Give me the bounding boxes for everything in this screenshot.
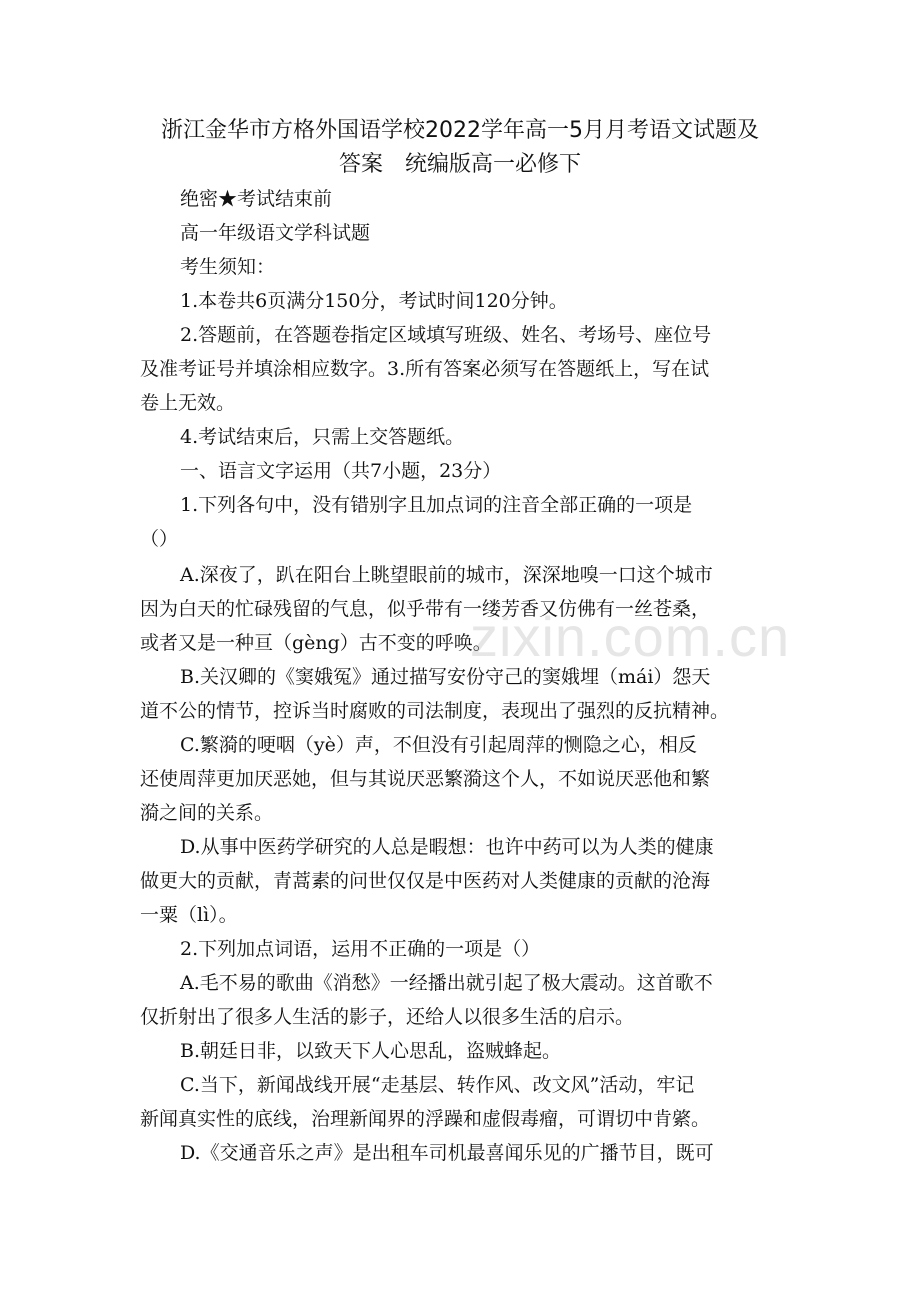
q1-option-a-line-2: 因为白天的忙碌残留的气息，似乎带有一缕芳香又仿佛有一丝苍桑， [140, 598, 711, 620]
q2-option-c-line-2: 新闻真实性的底线，治理新闻界的浮躁和虚假毒瘤，可谓切中肯綮。 [140, 1108, 711, 1130]
q1-option-c-line-2: 还使周萍更加厌恶她，但与其说厌恶繁漪这个人，不如说厌恶他和繁 [140, 768, 711, 790]
question-1-bracket: （） [140, 528, 179, 550]
instruction-2-line-2: 及准考证号并填涂相应数字。3.所有答案必须写在答题纸上，写在试 [140, 358, 710, 380]
q1-option-b-line-1: B.关汉卿的《窦娥冤》通过描写安份守己的窦娥埋（mái）怨天 [180, 666, 711, 688]
document-title-line-1: 浙江金华市方格外国语学校2022学年高一5月月考语文试题及 [161, 118, 759, 143]
instruction-4: 4.考试结束后，只需上交答题纸。 [180, 426, 465, 448]
document-title-line-2: 答案 统编版高一必修下 [338, 152, 581, 177]
instruction-1: 1.本卷共6页满分150分，考试时间120分钟。 [180, 290, 568, 312]
confidential-mark: 绝密★考试结束前 [180, 188, 333, 210]
question-2-stem: 2.下列加点词语，运用不正确的一项是（） [180, 938, 541, 960]
instruction-2-line-1: 2.答题前，在答题卷指定区域填写班级、姓名、考场号、座位号 [180, 324, 712, 346]
q1-option-b-line-2: 道不公的情节，控诉当时腐败的司法制度，表现出了强烈的反抗精神。 [140, 700, 730, 722]
question-1-stem: 1.下列各句中，没有错别字且加点词的注音全部正确的一项是 [180, 494, 693, 516]
q2-option-b: B.朝廷日非，以致天下人心思乱，盗贼蜂起。 [180, 1040, 562, 1062]
instruction-3-line-2: 卷上无效。 [140, 392, 236, 414]
section-heading: 一、语言文字运用（共7小题，23分） [180, 460, 502, 482]
q1-option-d-line-3: 一粟（lì）。 [140, 904, 238, 926]
q2-option-a-line-1: A.毛不易的歌曲《消愁》一经播出就引起了极大震动。这首歌不 [180, 972, 713, 994]
q1-option-d-line-1: D.从事中医药学研究的人总是暇想：也许中药可以为人类的健康 [180, 836, 714, 858]
q1-option-d-line-2: 做更大的贡献，青蒿素的问世仅仅是中医药对人类健康的贡献的沧海 [140, 870, 711, 892]
q1-option-a-line-3: 或者又是一种亘（gèng）古不变的呼唤。 [140, 632, 492, 654]
q2-option-a-line-2: 仅折射出了很多人生活的影子，还给人以很多生活的启示。 [140, 1006, 635, 1028]
q1-option-a-line-1: A.深夜了，趴在阳台上眺望眼前的城市，深深地嗅一口这个城市 [180, 564, 713, 586]
instructions-heading: 考生须知： [180, 256, 276, 278]
exam-subject: 高一年级语文学科试题 [180, 222, 371, 244]
q2-option-d-line-1: D.《交通音乐之声》是出租车司机最喜闻乐见的广播节目，既可 [180, 1142, 714, 1164]
watermark: zixin.com.cn [470, 605, 791, 668]
q1-option-c-line-3: 漪之间的关系。 [140, 802, 274, 824]
q1-option-c-line-1: C.繁漪的哽咽（yè）声，不但没有引起周萍的恻隐之心，相反 [180, 734, 697, 756]
q2-option-c-line-1: C.当下，新闻战线开展“走基层、转作风、改文风”活动，牢记 [180, 1074, 695, 1096]
